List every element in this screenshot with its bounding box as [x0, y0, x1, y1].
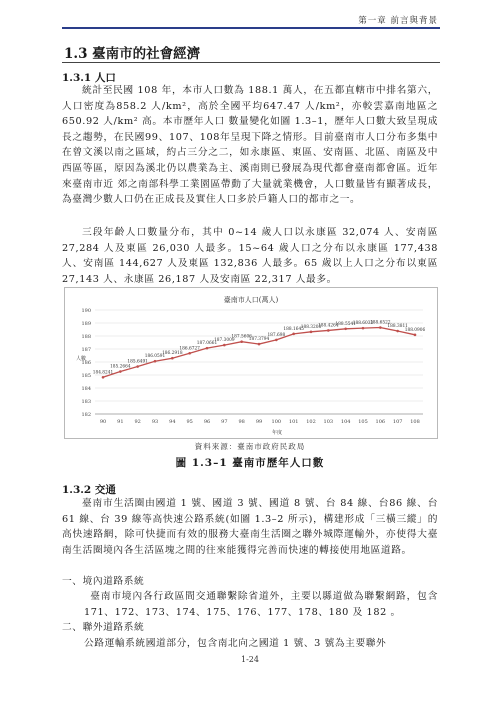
- list-text-external-roads: 公路運輸系統國道部分，包含南北向之國道 1 號、3 號為主要聯外: [84, 638, 387, 649]
- chart-data-point: [223, 344, 226, 347]
- chart-data-point: [171, 357, 174, 360]
- chart-xtick-label: 96: [203, 419, 211, 425]
- chart-xtick-label: 99: [255, 419, 263, 425]
- subsection-title-population: 1.3.1 人口: [62, 72, 116, 84]
- chart-xtick-label: 90: [99, 419, 107, 425]
- chart-data-point: [414, 334, 417, 337]
- population-chart: [64, 287, 438, 439]
- section-title: 1.3 臺南市的社會經濟: [64, 46, 201, 62]
- chart-xtick-label: 94: [169, 419, 176, 425]
- page-number: 1-24: [241, 655, 259, 664]
- chart-ytick-label: 183: [81, 399, 91, 405]
- chart-data-label: 188.4264: [318, 323, 339, 329]
- chart-ytick-label: 187: [81, 347, 91, 353]
- chart-data-point: [292, 333, 295, 336]
- chart-ytick-label: 182: [81, 412, 91, 418]
- chart-data-label: 188.3208: [300, 324, 322, 330]
- chart-data-point: [136, 365, 139, 368]
- chart-xtick-label: 92: [134, 419, 141, 425]
- chart-data-point: [154, 360, 157, 363]
- chart-data-point: [119, 370, 122, 373]
- chart-data-label: 187.3009: [214, 338, 235, 344]
- subsection-title-transport: 1.3.2 交通: [62, 484, 116, 496]
- chart-xtick-label: 108: [410, 419, 420, 425]
- chart-data-label: 187.698: [267, 332, 286, 338]
- chart-data-point: [102, 376, 105, 379]
- chart-xtick-label: 104: [340, 419, 351, 425]
- chart-data-label: 188.1645: [283, 326, 304, 332]
- chart-xtick-label: 98: [238, 419, 245, 425]
- chart-xlabel: 年度: [271, 430, 283, 436]
- chart-data-point: [206, 347, 209, 350]
- chart-xtick-label: 101: [288, 419, 299, 425]
- chart-ytick-label: 186: [81, 360, 91, 366]
- chart-xtick-label: 102: [306, 419, 316, 425]
- chart-data-point: [362, 327, 365, 330]
- chart-xtick-label: 97: [221, 419, 228, 425]
- page-header: [0, 14, 500, 34]
- chart-data-label: 188.5541: [335, 321, 356, 327]
- chart-ytick-label: 188: [81, 334, 91, 340]
- paragraph-population-1: 統計至民國 108 年，本市人口數為 188.1 萬人，在五都直轄市中排名第六，人口密度為858.2 人/km²，高於全國平均647.47 人/km²，亦較雲嘉南地區之 650.92 人/km² 高。本市歷年人口 數量變化如圖 1.3–1，歷年人口數大致呈現成長之趨勢，在民國99、107、108年呈現下降之情形。目前臺南市人口分布多集中在曾文溪以南之區域，約占三分之二，如永康區、東區、安南區、北區、南區及中西區等區，原因為溪北仍以農業為主、溪南則已發展為現代都會臺南都會區。近年來臺南市近 郊之南部科學工業園區帶動了大量就業機會，人口數量皆有顯著成長， 為臺灣少數人口仍在正成長及實住人口多於戶籍人口的都市之一。: [62, 85, 438, 206]
- chart-data-label: 187.5606: [231, 334, 252, 340]
- chart-data-label: 186.6727: [179, 346, 200, 352]
- chart-data-point: [344, 327, 347, 330]
- chart-data-point: [379, 326, 382, 329]
- chart-ytick-label: 190: [81, 308, 91, 314]
- chart-ytick-label: 189: [81, 321, 91, 327]
- section-rule: [62, 62, 440, 63]
- chart-data-label: 188.6522: [370, 320, 391, 326]
- list-label-external-roads: 二、聯外道路系統: [62, 622, 145, 633]
- list-text-internal-roads: [84, 589, 438, 620]
- chart-data-point: [396, 330, 399, 333]
- list-label-internal-roads: 一、境內道路系統: [62, 576, 145, 587]
- chart-xtick-label: 100: [271, 419, 282, 425]
- chart-data-label: 186.2918: [162, 351, 183, 357]
- chart-xtick-label: 93: [151, 419, 159, 425]
- chart-xtick-label: 105: [358, 419, 368, 425]
- chart-data-label: 188.6033: [352, 321, 374, 327]
- chart-xtick-label: 106: [375, 419, 386, 425]
- paragraph-population-2: 三段年齡人口數量分布，其中 0~14 歲人口以永康區 32,074 人、安南區 27,284 人及東區 26,030 人最多。15~64 歲人口之分布以永康區 177,438 人、安南區 144,627 人及東區 132,836 人最多。65 歲以上人口之分布以東區27,143 人、永康區 26,187 人及安南區 22,317 人最多。: [62, 227, 438, 285]
- chart-data-point: [275, 339, 278, 342]
- header-rule: [62, 27, 440, 29]
- chart-data-label: 187.3794: [248, 337, 270, 343]
- figure-caption: 圖 1.3–1 臺南市歷年人口數: [175, 457, 325, 469]
- chart-series-line: [103, 328, 415, 378]
- chart-data-label: 185.6491: [127, 359, 148, 365]
- chart-data-label: 186.0591: [144, 354, 166, 360]
- chart-data-label: 185.2664: [110, 364, 131, 370]
- chart-title: 臺南市人口(萬人): [223, 296, 279, 304]
- chart-data-label: 184.8241: [92, 370, 114, 376]
- chart-ytick-label: 185: [81, 373, 91, 379]
- chart-ylabel: 人數: [75, 356, 87, 362]
- chart-data-point: [258, 343, 261, 346]
- chart-data-label: 188.0906: [404, 327, 426, 333]
- chapter-title: 第一章 前言與背景: [358, 16, 438, 26]
- figure-source: 資料來源：臺南市政府民政局: [194, 442, 306, 451]
- chart-xtick-label: 103: [323, 419, 334, 425]
- chart-xtick-label: 95: [186, 419, 193, 425]
- chart-xtick-label: 107: [392, 419, 403, 425]
- chart-data-label: 187.0661: [196, 341, 218, 347]
- list-text-internal-roads-body: 臺南市境內各行政區間交通聯繫除省道外，主要以縣道做為聯繫網路，包含 171、172、173、174、175、176、177、178、180 及 182 。: [84, 591, 438, 618]
- paragraph-transport: 臺南市生活圈由國道 1 號、國道 3 號、國道 8 號、台 84 線、台86 線、台 61 線、台 39 線等高快速公路系統(如圖 1.3–2 所示)，構建形成「三橫三縱」的高快速路網，除可快捷而有效的服務大臺南生活圈之聯外城際運輸外，亦使得大臺南生活圈境內各生活區塊之間的往來能獲得完善而快速的轉接使用地區道路。: [62, 498, 438, 556]
- chart-data-label: 188.3811: [387, 324, 408, 330]
- chart-data-point: [188, 352, 191, 355]
- chart-data-point: [327, 329, 330, 332]
- chart-xtick-label: 91: [117, 419, 124, 425]
- population-chart-svg: [65, 288, 437, 438]
- chart-data-point: [310, 331, 313, 334]
- chart-data-point: [240, 340, 243, 343]
- chart-ytick-label: 184: [81, 386, 91, 392]
